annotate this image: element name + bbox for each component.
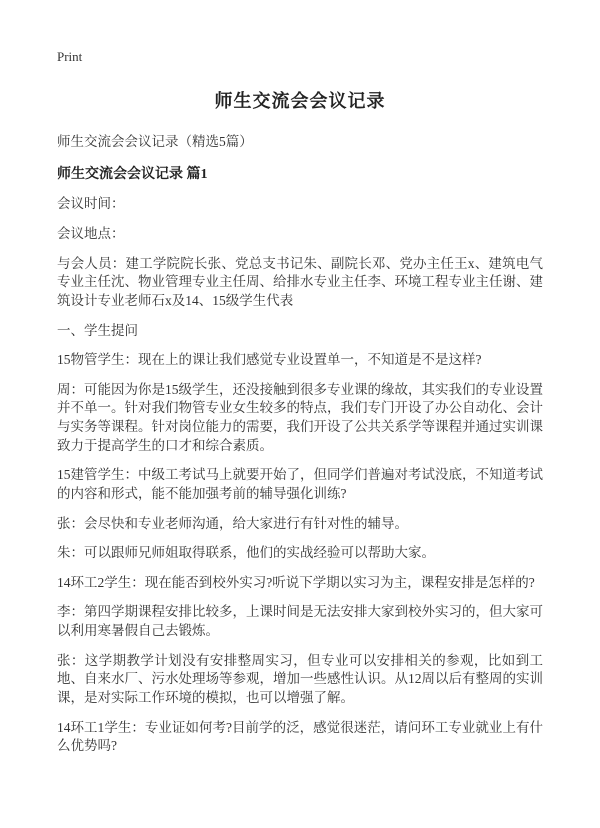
- answer-zhang-first: 张：会尽快和专业老师沟通，给大家进行有针对性的辅导。: [57, 515, 408, 531]
- meeting-place-line: 会议地点：: [57, 226, 125, 242]
- question-15-property: 15物管学生：现在上的课让我们感觉专业设置单一，不知道是不是这样?: [57, 352, 482, 368]
- student-questions-heading: 一、学生提问: [57, 322, 138, 338]
- answer-zhou: 周：可能因为你是15级学生，还没接触到很多专业课的缘故，其实我们的专业设置并不单一。针对我们物管专业女生较多的特点，我们专门开设了办公自动化、会计与实务等课程。针对岗位能力的需要，我们开设了公共关系学等课程并通过实训课致力于提高学生的口才和综合素质。: [57, 381, 543, 453]
- question-14-env1: 14环工1学生：专业证如何考?目前学的泛，感觉很迷茫，请问环工专业就业上有什么优势吗?: [57, 719, 543, 754]
- meeting-time-line: 会议时间：: [57, 196, 125, 212]
- print-button[interactable]: Print: [57, 49, 83, 64]
- question-15-construction: 15建管学生：中级工考试马上就要开始了，但同学们普遍对考试没底，不知道考试的内容和形式，能不能加强考前的辅导强化训练?: [57, 467, 543, 501]
- answer-zhu: 朱：可以跟师兄师姐取得联系，他们的实战经验可以帮助大家。: [57, 545, 435, 561]
- attendees-paragraph: 与会人员：建工学院院长张、党总支书记朱、副院长邓、党办主任王x、建筑电气专业主任沈、物业管理专业主任周、给排水专业主任李、环境工程专业主任谢、建筑设计专业老师石x及14、15级学生代表: [57, 255, 543, 308]
- document-subtitle: 师生交流会会议记录（精选5篇）: [57, 134, 253, 149]
- answer-zhang-second: 张：这学期教学计划没有安排整周实习，但专业可以安排相关的参观，比如到工地、自来水厂、污水处理场等参观，增加一些感性认识。从12周以后有整周的实训课，是对实际工作环境的模拟，也可以增强了解。: [57, 652, 543, 705]
- answer-li: 李：第四学期课程安排比较多，上课时间是无法安排大家到校外实习的，但大家可以利用寒暑假自己去锻炼。: [57, 604, 543, 639]
- question-14-env2: 14环工2学生：现在能否到校外实习?听说下学期以实习为主，课程安排是怎样的?: [57, 574, 535, 590]
- document-title: 师生交流会会议记录: [214, 91, 386, 111]
- article-1-heading: 师生交流会会议记录 篇1: [57, 166, 208, 182]
